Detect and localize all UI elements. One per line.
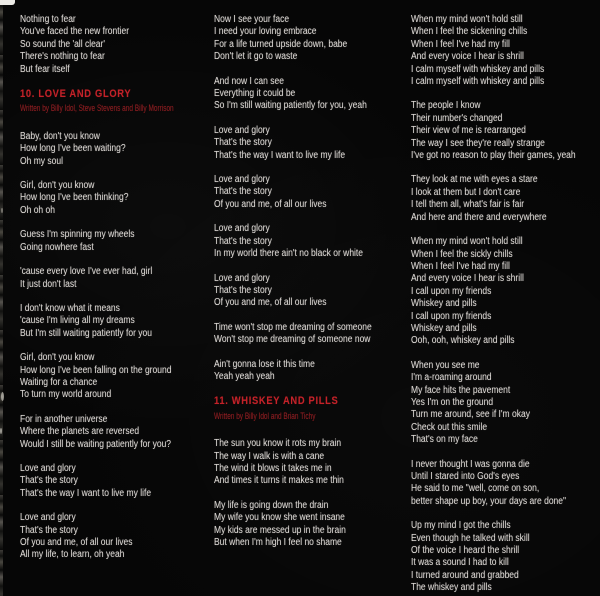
lyrics-stanza (214, 438, 410, 488)
lyrics-stanza (214, 273, 410, 310)
scan-speck (0, 428, 2, 434)
lyric-line: That's the way I want to live my life (20, 487, 152, 499)
lyric-line: The way I see they're really strange (411, 137, 545, 149)
lyric-line: Of the voice I heard the shrill (411, 545, 520, 557)
lyric-line: Girl, don't you know (20, 180, 95, 192)
lyric-line: But when I'm high I feel no shame (214, 537, 342, 548)
lyric-line: For in another universe (20, 413, 108, 425)
lyric-line: Yeah yeah yeah (214, 370, 275, 382)
lyric-line: Of you and me, of all our lives (214, 297, 327, 309)
lyric-line: How long I've been waiting? (20, 143, 126, 155)
lyric-line: The way I walk is with a cane (214, 450, 325, 462)
lyric-line: Would I still be waiting patiently for you? (20, 438, 172, 450)
lyric-line: Ooh, ooh, whiskey and pills (411, 335, 515, 347)
lyric-line: Love and glory (214, 272, 270, 284)
track-credit: Written by Billy Idol, Steve Stevens and Billy Morrison (20, 103, 174, 114)
lyrics-stanza (20, 414, 212, 451)
lyrics-stanza (411, 459, 599, 509)
lyrics-stanza (20, 180, 212, 217)
lyric-line: I don't know what it means (20, 302, 120, 314)
lyric-line: And every voice I hear is shrill (411, 273, 524, 285)
lyric-line: When I feel I've had my fill (411, 38, 510, 50)
lyric-line: 'cause every love I've ever had, girl (20, 266, 153, 278)
lyric-line: Baby, don't you know (20, 130, 100, 142)
lyric-line: How long I've been falling on the ground (20, 364, 172, 376)
lyrics-stanza (214, 500, 410, 550)
lyric-line: I calm myself with whiskey and pills (411, 63, 545, 75)
lyric-line: The people I know (411, 100, 481, 112)
lyrics-stanza (214, 174, 410, 211)
scan-corner-artifact (0, 0, 15, 5)
lyric-line: Love and glory (20, 512, 76, 524)
lyric-line: Ain't gonna lose it this time (214, 358, 315, 370)
lyrics-stanza (214, 14, 410, 64)
lyric-line: When my mind won't hold still (411, 236, 523, 248)
lyric-line: Their number's changed (411, 112, 503, 124)
lyric-line: It was a sound I had to kill (411, 557, 509, 569)
lyric-line: I never thought I was gonna die (411, 458, 530, 470)
lyric-line: The sun you know it rots my brain (214, 438, 342, 450)
lyric-line: That's the story (214, 284, 272, 296)
lyric-line: Love and glory (214, 124, 270, 136)
lyric-line: I look at them but I don't care (411, 186, 521, 198)
lyric-line: The wind it blows it takes me in (214, 462, 332, 474)
lyric-line: I call upon my friends (411, 310, 492, 322)
lyric-line: How long I've been thinking? (20, 192, 129, 204)
track-credit: Written by Billy Idol and Brian Tichy (214, 410, 316, 421)
lyric-line: I turned around and grabbed (411, 569, 519, 581)
lyric-line: Everything it could be (214, 88, 296, 100)
lyric-line: Won't stop me dreaming of someone now (214, 334, 371, 346)
lyric-line: Girl, don't you know (20, 352, 95, 364)
lyric-line: But I'm still waiting patiently for you (20, 327, 153, 339)
scan-speck (1, 208, 3, 213)
lyric-line: You've faced the new frontier (20, 26, 130, 38)
lyric-line: He said to me "well, come on son, (411, 483, 540, 495)
lyric-line: That's the story (20, 475, 78, 487)
lyric-line: I need your loving embrace (214, 26, 317, 38)
lyric-line: The whiskey and pills (411, 582, 492, 594)
lyrics-stanza (214, 322, 410, 347)
lyric-line: There's nothing to fear (20, 51, 105, 63)
lyric-line: Until I stared into God's eyes (411, 471, 520, 482)
scan-speck (1, 392, 4, 401)
lyric-line: So sound the 'all clear' (20, 38, 105, 50)
lyric-line: Where the planets are reversed (20, 426, 140, 438)
lyrics-stanza (20, 303, 212, 340)
track-heading: 11. WHISKEY AND PILLS (214, 395, 339, 408)
lyrics-stanza (214, 125, 410, 162)
lyric-line: Whiskey and pills (411, 322, 477, 334)
lyric-line: That's the story (214, 235, 272, 247)
lyric-line: Love and glory (214, 223, 270, 235)
lyrics-stanza (20, 266, 212, 291)
lyric-line: When you see me (411, 359, 480, 371)
lyric-line: When my mind won't hold still (411, 14, 523, 25)
lyric-line: Time won't stop me dreaming of someone (214, 321, 372, 333)
lyric-line: I tell them all, what's fair is fair (411, 199, 525, 211)
lyrics-stanza (411, 360, 599, 447)
lyric-line: For a life turned upside down, babe (214, 38, 348, 50)
lyric-line: And here and there and everywhere (411, 211, 547, 223)
lyric-line: Don't let it go to waste (214, 51, 298, 63)
track-heading: 10. LOVE AND GLORY (20, 88, 132, 101)
lyric-line: To turn my world around (20, 389, 112, 401)
lyric-line: Oh oh oh (20, 204, 55, 216)
lyrics-stanza (411, 520, 599, 594)
lyric-line: It just don't last (20, 278, 77, 290)
lyric-line: Yes I'm on the ground (411, 396, 494, 408)
lyric-line: Going nowhere fast (20, 241, 94, 253)
lyric-line: I call upon my friends (411, 285, 492, 297)
lyrics-stanza (20, 463, 212, 500)
lyric-line: When I feel the sickly chills (411, 248, 513, 260)
lyric-line: And every voice I hear is shrill (411, 51, 524, 63)
lyric-line: When I feel I've had my fill (411, 260, 510, 272)
lyric-line: That's the story (214, 186, 272, 198)
lyrics-stanza (20, 229, 212, 254)
lyric-line: They look at me with eyes a stare (411, 174, 538, 186)
lyrics-stanza (214, 76, 410, 113)
lyric-line: Up my mind I got the chills (411, 520, 511, 532)
lyrics-column-right (411, 14, 599, 596)
lyric-line: And times it turns it makes me thin (214, 475, 344, 487)
lyric-line: In my world there ain't no black or white (214, 248, 364, 260)
lyrics-stanza (214, 223, 410, 260)
lyrics-stanza (411, 174, 599, 224)
lyric-line: I calm myself with whiskey and pills (411, 76, 545, 88)
lyric-line: That's the way I want to live my life (214, 149, 346, 161)
lyric-line: All my life, to learn, oh yeah (20, 549, 125, 561)
lyrics-stanza (20, 131, 212, 168)
lyrics-column-left (20, 14, 212, 574)
lyric-line: Of you and me, of all our lives (20, 537, 133, 548)
lyric-line: Their view of me is rearranged (411, 125, 526, 137)
lyric-line: My life is going down the drain (214, 499, 329, 511)
lyric-line: Love and glory (20, 462, 76, 474)
lyric-line: Even though he talked with skill (411, 532, 530, 544)
lyric-line: better shape up boy, your days are done" (411, 495, 567, 507)
lyrics-stanza (411, 14, 599, 88)
lyric-line: Turn me around, see if I'm okay (411, 409, 530, 421)
lyric-line: That's the story (214, 137, 272, 149)
lyric-line: Whiskey and pills (411, 298, 477, 310)
lyrics-stanza (20, 14, 212, 76)
lyric-line: That's the story (20, 524, 78, 536)
lyric-line: I'm a-roaming around (411, 372, 492, 384)
lyrics-stanza (214, 359, 410, 384)
lyrics-stanza (20, 512, 212, 562)
lyric-line: Now I see your face (214, 14, 290, 25)
lyric-line: When I feel the sickening chills (411, 26, 528, 38)
lyrics-column-middle (214, 14, 410, 561)
lyric-line: But fear itself (20, 63, 70, 75)
lyric-line: My wife you know she went insane (214, 512, 345, 524)
lyric-line: Of you and me, of all our lives (214, 198, 327, 210)
lyric-line: Love and glory (214, 174, 270, 186)
lyric-line: Oh my soul (20, 155, 63, 167)
lyric-line: That's on my face (411, 434, 478, 446)
lyrics-stanza (20, 352, 212, 402)
lyric-line: I've got no reason to play their games, yeah (411, 150, 576, 162)
lyrics-stanza (411, 236, 599, 348)
lyric-line: So I'm still waiting patiently for you, yeah (214, 100, 367, 112)
lyric-line: Guess I'm spinning my wheels (20, 229, 135, 241)
lyric-line: And now I can see (214, 75, 284, 87)
lyric-line: My face hits the pavement (411, 384, 511, 396)
lyric-line: Nothing to fear (20, 14, 76, 25)
lyric-line: My kids are messed up in the brain (214, 524, 346, 536)
lyric-line: Waiting for a chance (20, 376, 98, 388)
lyrics-stanza (411, 100, 599, 162)
lyric-line: Check out this smile (411, 421, 488, 433)
lyric-line: 'cause I'm living all my dreams (20, 315, 135, 327)
scan-edge-artifact (0, 0, 3, 596)
